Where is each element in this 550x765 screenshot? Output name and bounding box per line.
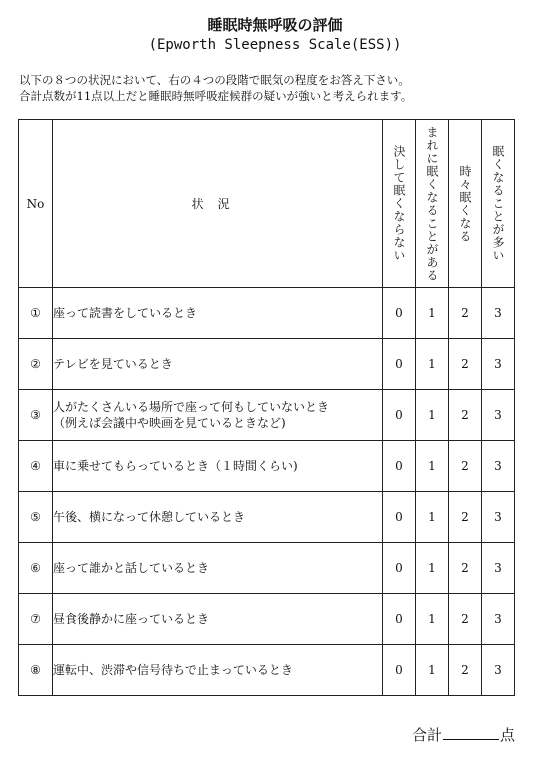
score-cell-3[interactable]: 3 (482, 594, 515, 645)
score-cell-2[interactable]: 2 (449, 492, 482, 543)
header-no: No (19, 120, 53, 288)
table-row (19, 339, 515, 390)
score-cell-1[interactable]: 1 (416, 390, 449, 441)
score-cell-0[interactable]: 0 (383, 288, 416, 339)
score-cell-2[interactable]: 2 (449, 441, 482, 492)
row-number: ⑦ (19, 594, 53, 645)
score-cell-3[interactable]: 3 (482, 492, 515, 543)
table-header-row (19, 120, 515, 288)
row-situation (53, 390, 383, 441)
ess-table (18, 119, 515, 696)
situation-text: 座って誰かと話しているとき (53, 561, 210, 575)
situation-text: 運転中、渋滞や信号待ちで止まっているとき (53, 663, 293, 677)
total-score (412, 724, 515, 745)
header-score-1 (416, 120, 449, 288)
score-cell-3[interactable]: 3 (482, 645, 515, 696)
row-number: ④ (19, 441, 53, 492)
row-number: ⑤ (19, 492, 53, 543)
situation-text: 人がたくさんいる場所で座って何もしていないとき (53, 400, 330, 414)
instruction-line: 合計点数が11点以上だと睡眠時無呼吸症候群の疑いが強いと考えられます。 (19, 89, 413, 103)
score-cell-0[interactable]: 0 (383, 441, 416, 492)
score-cell-2[interactable]: 2 (449, 594, 482, 645)
score-cell-2[interactable]: 2 (449, 288, 482, 339)
row-number: ⑧ (19, 645, 53, 696)
situation-text: テレビを見ているとき (53, 357, 173, 371)
row-number: ① (19, 288, 53, 339)
header-score-label: 眠くなることが多い (491, 145, 505, 262)
row-situation (53, 543, 383, 594)
score-cell-1[interactable]: 1 (416, 441, 449, 492)
table-row (19, 390, 515, 441)
situation-text: 午後、横になって休憩しているとき (53, 510, 246, 524)
row-situation (53, 441, 383, 492)
score-cell-2[interactable]: 2 (449, 645, 482, 696)
total-label: 合計 (412, 726, 443, 744)
header-score-3 (482, 120, 515, 288)
table-row (19, 594, 515, 645)
header-situation: 状況 (53, 120, 383, 288)
row-situation (53, 645, 383, 696)
row-situation (53, 288, 383, 339)
score-cell-3[interactable]: 3 (482, 543, 515, 594)
score-cell-1[interactable]: 1 (416, 492, 449, 543)
header-score-label: 時々眠くなる (458, 164, 472, 243)
situation-text: 昼食後静かに座っているとき (53, 612, 210, 626)
score-cell-1[interactable]: 1 (416, 288, 449, 339)
table-row (19, 492, 515, 543)
situation-text: （例えば会議中や映画を見ているときなど) (53, 416, 286, 430)
score-cell-2[interactable]: 2 (449, 339, 482, 390)
score-cell-1[interactable]: 1 (416, 645, 449, 696)
situation-text: 座って読書をしているとき (53, 306, 198, 320)
score-cell-0[interactable]: 0 (383, 390, 416, 441)
score-cell-3[interactable]: 3 (482, 339, 515, 390)
row-number: ③ (19, 390, 53, 441)
score-cell-1[interactable]: 1 (416, 339, 449, 390)
instruction-line: 以下の８つの状況において、右の４つの段階で眠気の程度をお答え下さい。 (19, 73, 410, 87)
table-row (19, 288, 515, 339)
score-cell-2[interactable]: 2 (449, 390, 482, 441)
header-score-2 (449, 120, 482, 288)
page-subtitle: (Epworth Sleepness Scale(ESS)) (148, 37, 402, 53)
score-cell-1[interactable]: 1 (416, 543, 449, 594)
table-row (19, 441, 515, 492)
score-cell-0[interactable]: 0 (383, 339, 416, 390)
score-cell-1[interactable]: 1 (416, 594, 449, 645)
row-number: ② (19, 339, 53, 390)
score-cell-0[interactable]: 0 (383, 645, 416, 696)
score-cell-0[interactable]: 0 (383, 543, 416, 594)
row-situation (53, 492, 383, 543)
score-cell-0[interactable]: 0 (383, 594, 416, 645)
score-cell-2[interactable]: 2 (449, 543, 482, 594)
score-cell-0[interactable]: 0 (383, 492, 416, 543)
table-row (19, 543, 515, 594)
score-cell-3[interactable]: 3 (482, 390, 515, 441)
header-score-label: まれに眠くなることがある (425, 125, 439, 282)
score-cell-3[interactable]: 3 (482, 288, 515, 339)
row-situation (53, 594, 383, 645)
row-situation (53, 339, 383, 390)
row-number: ⑥ (19, 543, 53, 594)
total-blank-field[interactable] (443, 724, 499, 740)
score-cell-3[interactable]: 3 (482, 441, 515, 492)
total-unit: 点 (500, 726, 516, 744)
situation-text: 車に乗せてもらっているとき（１時間くらい) (53, 459, 298, 473)
instructions (19, 72, 412, 104)
page-title: 睡眠時無呼吸の評価 (207, 16, 343, 34)
header-score-label: 決して眠くならない (392, 145, 406, 262)
table-row (19, 645, 515, 696)
header-score-0 (383, 120, 416, 288)
